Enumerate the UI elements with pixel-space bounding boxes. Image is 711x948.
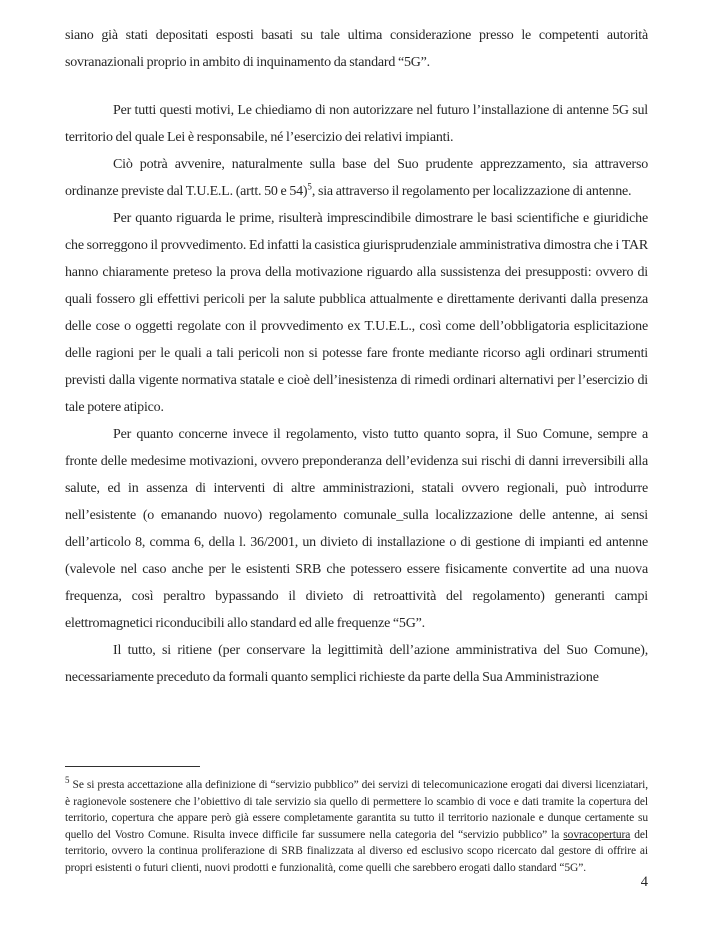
footnote-ref-marker: 5 [65,775,70,786]
body-paragraph: Ciò potrà avvenire, naturalmente sulla base del Suo prudente apprezzamento, sia attraverso ordinanze previste dal T.U.E.L. (artt. 50 e 54)$^5$, sia attraverso il regolamento per localizzazione di antenne. [65,157,648,199]
footnote-separator-line [65,766,200,767]
body-paragraph: siano già stati depositati esposti basati su tale ultima considerazione presso le competenti autorità sovranazionali proprio in ambito di inquinamento da standard “5G”. [65,28,648,70]
body-paragraph: Il tutto, si ritiene (per conservare la legittimità dell’azione amministrativa del Suo Comune), necessariamente preceduto da formali quanto semplici richieste da parte della Sua Amministrazione [65,643,648,685]
footnote-text: $^5$ Se si presta accettazione alla definizione di “servizio pubblico” dei servizi di telecomunicazione erogati dai diversi licenziatari, è ragionevole sostenere che l’obiettivo di tale servizio sia quello di permettere lo scambio di voce e dati tramite la copertura del territorio, copertura che appare però già essere completamente garantita su tutto il territorio nazionale e dunque certamente su quello del Vostro Comune. Risulta invece difficile far sussumere nella categoria del “servizio pubblico” la sovracopertura del territorio, ovvero la continua proliferazione di SRB finalizzata al diverso ed esclusivo scopo ricercato dal gestore di offrire ai propri esistenti o futuri clienti, nuovi prodotti e funzionalità, come quelli che sarebbero erogati dallo standard “5G”. [65,775,648,874]
footnote-ref-marker: 5 [307,181,312,192]
body-paragraph: Per quanto concerne invece il regolamento, visto tutto quanto sopra, il Suo Comune, sempre a fronte delle medesime motivazioni, ovvero preponderanza dell’evidenza sui rischi di danni irreversibili alla salute, ed in assenza di interventi di altre amministrazioni, statali ovvero regionali, può introdurre nell’esistente (o emanando nuovo) regolamento comunale_sulla localizzazione delle antenne, ai sensi dell’articolo 8, comma 6, della l. 36/2001, un divieto di installazione o di gestione di impianti ed antenne (valevole nel caso anche per le esistenti SRB che potessero essere fisicamente convertite ad una nuova frequenza, così peraltro bypassando il divieto di retroattività del regolamento) generanti campi elettromagnetici riconducibili allo standard ed alle frequenze “5G”. [65,427,648,631]
underlined-text: sovracopertura [563,828,631,841]
document-body [65,22,648,691]
body-paragraph: Per tutti questi motivi, Le chiediamo di non autorizzare nel futuro l’installazione di antenne 5G sul territorio del quale Lei è responsabile, né l’esercizio dei relativi impianti. [65,103,648,145]
body-paragraph: Per quanto riguarda le prime, risulterà imprescindibile dimostrare le basi scientifiche e giuridiche che sorreggono il provvedimento. Ed infatti la casistica giurisprudenziale amministrativa dimostra che i TAR hanno chiaramente preteso la prova della motivazione riguardo alla sussistenza dei presupposti: ovvero di quali fossero gli effettivi pericoli per la salute pubblica attualmente e direttamente derivanti dalla presenza delle cose o oggetti regolate con il provvedimento ex T.U.E.L., così come dell’obbligatoria esplicitazione delle ragioni per le quali a tali pericoli non si potesse fare fronte mediante ricorso agli ordinari strumenti previsti dalla vigente normativa statale e cioè dell’inesistenza di rimedi ordinari alternativi per l’esercizio di tale potere atipico. [65,211,648,415]
page-number: 4 [640,874,648,890]
footnote-area [65,766,648,877]
